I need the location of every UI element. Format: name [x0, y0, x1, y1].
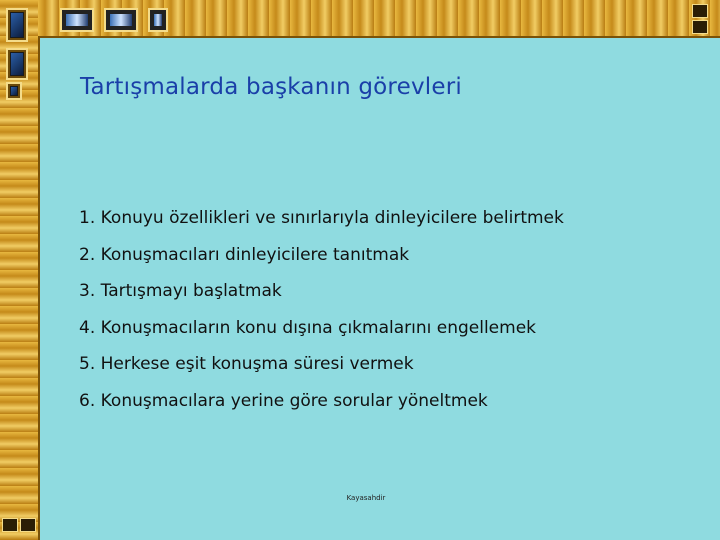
window-icon [60, 8, 94, 32]
menu-grid-icon [692, 4, 708, 18]
footer-label: Kayasahdir [346, 494, 386, 502]
menu-grid-icon [692, 20, 708, 34]
slide-thumbnail-icon [6, 82, 22, 100]
list-item: 3. Tartışmayı başlatmak [79, 281, 282, 301]
slide-thumbnail-icon [148, 8, 168, 32]
bullet-list [79, 204, 699, 423]
menu-grid-icon [2, 518, 18, 532]
list-item: 1. Konuyu özellikleri ve sınırlarıyla dinleyicilere belirtmek [79, 208, 564, 228]
left-decorative-rail [0, 0, 40, 540]
list-item: 5. Herkese eşit konuşma süresi vermek [79, 354, 414, 374]
list-item: 2. Konuşmacıları dinleyicilere tanıtmak [79, 244, 410, 265]
list-item: 6. Konuşmacılara yerine göre sorular yöneltmek [79, 390, 488, 411]
picture-frame-icon [6, 8, 28, 42]
slide-title: Tartışmalarda başkanın görevleri [80, 74, 462, 100]
picture-frame-icon [6, 48, 28, 80]
window-icon [104, 8, 138, 32]
list-item: 4. Konuşmacıların konu dışına çıkmalarını engellemek [79, 317, 536, 338]
top-decorative-rail [38, 0, 720, 38]
menu-grid-icon [20, 518, 36, 532]
